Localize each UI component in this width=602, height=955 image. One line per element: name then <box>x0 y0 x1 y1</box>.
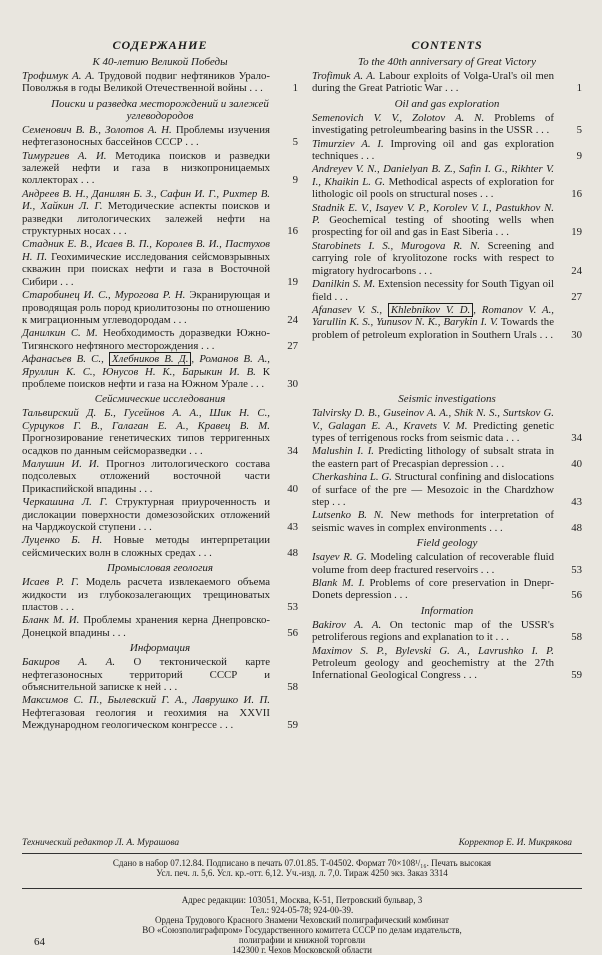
page-ref: 5 <box>576 124 582 137</box>
section-heading: Промысловая геология <box>107 562 213 575</box>
entry-authors: Данилкин С. М. <box>22 327 98 340</box>
entry-title: Необходимость доразведки Южно-Тигянского нефтяного месторождения <box>22 327 270 352</box>
entry-authors: Тимургиев А. И. <box>22 149 107 162</box>
address-line: Адрес редакции: 103051, Москва, К-51, Петровский бульвар, 3 <box>181 895 423 905</box>
toc-entry <box>22 289 298 326</box>
leader-dots: . . . <box>186 444 203 457</box>
toc-entry <box>22 534 298 559</box>
entry-title: Методика поисков и разведки залежей нефти и газа в низкопроницаемых коллекторах <box>22 149 270 187</box>
toc-entry-text <box>22 694 298 731</box>
entry-authors: Бланк М. И. <box>22 614 80 627</box>
leader-dots: . . . <box>487 457 505 470</box>
toc-entry-text <box>312 138 582 163</box>
toc-entry <box>312 577 582 602</box>
page-ref: 5 <box>292 136 298 149</box>
leader-dots: . . . <box>477 188 494 201</box>
toc-entry-text <box>22 327 298 352</box>
page-ref: 27 <box>287 339 298 352</box>
page-ref: 43 <box>287 521 298 533</box>
entry-authors: Черкашина Л. Г. <box>22 496 108 509</box>
page-ref: 30 <box>571 328 582 341</box>
toc-entry-text <box>22 496 298 533</box>
toc-entry-text <box>22 289 298 326</box>
page-ref: 19 <box>287 275 298 288</box>
toc-entry-text <box>22 188 298 238</box>
leader-dots: . . . <box>161 681 178 694</box>
entry-authors: Trofimuk A. A. <box>312 70 376 82</box>
entry-title: Проблемы хранения керна Днепровско-Донецкой впадины <box>22 614 270 639</box>
toc-entry-text <box>312 471 582 508</box>
proofreader: Корректор Е. И. Микрякова <box>458 838 572 848</box>
leader-dots: . . . <box>135 521 152 533</box>
page-ref: 9 <box>292 174 298 187</box>
section-heading: Seismic investigations <box>398 393 496 406</box>
page-ref: 58 <box>287 681 298 694</box>
entry-title: Predicting genetic types of terrigenous rocks from seismic data <box>312 419 554 444</box>
page-ref: 40 <box>571 457 582 470</box>
toc-entry-text <box>22 150 298 187</box>
page-ref: 27 <box>571 290 582 303</box>
toc-entry <box>22 614 298 639</box>
entry-title: Improving oil and gas exploration techniques <box>312 137 554 163</box>
leader-dots: . . . <box>503 431 520 444</box>
leader-dots: . . . <box>195 546 212 559</box>
toc-entry <box>312 645 582 682</box>
entry-authors: Talvirsky D. B., Guseinov A. A., Shik N. S., Surtskov G. V., Galagan E. A., Kravets V. M. <box>312 407 554 432</box>
entry-authors: Семенович В. В., Золотов А. Н. <box>22 123 172 136</box>
toc-entry <box>22 496 298 533</box>
entry-title: Labour exploits of Volga-Ural's oil men during the Great Patriotic War <box>312 70 554 95</box>
leader-dots: . . . <box>110 225 127 238</box>
leader-dots: . . . <box>331 290 348 303</box>
entry-title: Трудовой подвиг нефтяников Урало-Поволжья в годы Великой Отечественной войны <box>22 70 270 95</box>
toc-entry <box>312 304 582 341</box>
page-ref: 24 <box>571 264 582 277</box>
page-ref: 40 <box>287 482 298 495</box>
entry-authors: Lutsenko B. N. <box>312 509 384 522</box>
page-number: 64 <box>34 936 45 948</box>
entry-authors: Афанасьев В. С., <box>22 353 109 366</box>
entry-title: On tectonic map of the USSR's petroliferous regions and explanation to it <box>312 618 554 644</box>
toc-entry <box>22 576 298 613</box>
toc-entry <box>22 238 298 288</box>
page-ref: 30 <box>287 377 298 390</box>
page-ref: 48 <box>571 521 582 534</box>
toc-entry <box>22 70 298 95</box>
page-ref: 1 <box>292 82 298 95</box>
entry-authors: Луценко Б. Н. <box>22 534 103 547</box>
page-ref: 43 <box>571 495 582 508</box>
entry-title: Structural confining and dislocations of surface of the pre — Mesozoic in the Chardzhow step <box>312 471 555 508</box>
page-ref: 56 <box>287 626 298 639</box>
entry-title: Methodical aspects of exploration for lithologic oil pools on structural noses <box>312 175 554 201</box>
entry-authors: Isayev R. G. <box>312 551 367 564</box>
section-heading: Oil and gas exploration <box>394 97 500 110</box>
toc-entry <box>22 694 298 731</box>
leader-dots: . . . <box>486 521 503 534</box>
section-heading: Field geology <box>416 537 478 550</box>
toc-entry-text <box>312 619 582 644</box>
toc-entry <box>22 188 298 238</box>
contents-english-column <box>312 38 582 683</box>
leader-dots: . . . <box>391 589 408 602</box>
address-line: Ордена Трудового Красного Знамени Чеховский полиграфический комбинат <box>155 915 449 925</box>
leader-dots: . . . <box>358 150 375 163</box>
toc-entry-text <box>312 577 582 602</box>
entry-title: Экранирующая и проводящая роль пород криолитозоны по отношению к миграционным углеводородам <box>22 289 271 326</box>
entry-title: Новые методы интерпретации сейсмических волн в сложных средах <box>22 534 270 559</box>
entry-title: Problems of investigating petroleumbearing basins in the USSR <box>312 111 554 137</box>
section-heading: Сейсмические исследования <box>94 393 226 406</box>
entry-authors: Semenovich V. V., Zolotov A. N. <box>312 111 485 124</box>
leader-dots: . . . <box>198 339 215 352</box>
address-line: полиграфии и книжной торговли <box>238 935 366 945</box>
boxed-author: Khlebnikov V. D. <box>388 303 473 317</box>
leader-dots: . . . <box>182 136 199 149</box>
entry-title: Модель расчета извлекаемого объема жидкости из глубокозалегающих трещиноватых пластов <box>22 576 270 614</box>
entry-authors: Стадник Е. В., Исаев В. П., Королев В. И., Пастухов Н. П. <box>22 238 270 263</box>
page-ref: 16 <box>287 225 298 238</box>
leader-dots: . . . <box>416 264 433 277</box>
toc-entry <box>22 407 298 457</box>
toc-entry-text <box>312 163 582 200</box>
entry-authors: Cherkashina L. G. <box>312 471 392 484</box>
toc-entry <box>312 471 582 508</box>
entry-authors: Максимов С. П., Былевский Г. А., Лаврушко И. П. <box>22 694 270 707</box>
toc-entry <box>312 163 582 200</box>
entry-title: New methods for interpretation of seismic waves in complex environments <box>312 509 554 534</box>
leader-dots: . . . <box>460 669 477 682</box>
entry-authors: Малушин И. И. <box>22 457 100 470</box>
toc-entry-text <box>22 534 298 559</box>
page-ref: 24 <box>287 313 298 326</box>
section-heading: Поиски и разведка месторождений и залежей углеводородов <box>51 97 269 122</box>
entry-authors: Тальвирский Д. Б., Гусейнов А. А., Шик Н. С., Сурцуков Г. В., Галаган Е. А., Кравец В. М. <box>22 407 270 432</box>
section-heading: Information <box>420 604 474 617</box>
page-ref: 53 <box>571 563 582 576</box>
leader-dots: . . . <box>492 631 510 644</box>
toc-entry-text <box>312 407 582 444</box>
entry-title: Geochemical testing of shooting wells when prospecting for oil and gas in East Siberia <box>312 214 554 239</box>
toc-entry <box>22 150 298 187</box>
section-heading: К 40-летию Великой Победы <box>92 56 228 68</box>
leader-dots: . . . <box>442 82 459 95</box>
entry-title: Petroleum geology and geochemistry at the 27th Infernational Geological Congress <box>312 657 554 682</box>
section-heading: Информация <box>129 642 191 655</box>
page-ref: 53 <box>287 601 298 614</box>
toc-entry-text <box>312 240 582 277</box>
toc-entry-text <box>22 576 298 613</box>
entry-authors: Andreyev V. N., Danielyan B. Z., Safin I. G., Rikhter V. I., Khaikin L. G. <box>312 163 554 188</box>
toc-entry-text <box>22 407 298 457</box>
entry-authors: Исаев Р. Г. <box>22 576 80 589</box>
toc-entry <box>22 458 298 495</box>
toc-entry <box>312 619 582 644</box>
entry-title: Extension necessity for South Tigyan oil field <box>312 278 554 303</box>
contents-russian-column <box>22 38 298 733</box>
leader-dots: . . . <box>246 82 263 95</box>
page-ref: 59 <box>571 669 582 682</box>
page-ref: 48 <box>287 546 298 559</box>
entry-title: Towards the problem of petroleum exploration in Southern Urals <box>312 316 554 341</box>
entry-title: Modeling calculation of recoverable fluid volume from deep fractured reservoirs <box>312 551 555 576</box>
toc-entry <box>312 70 582 95</box>
toc-entry <box>312 551 582 576</box>
leader-dots: . . . <box>329 495 346 508</box>
toc-entry <box>312 240 582 277</box>
page-ref: 59 <box>287 719 298 732</box>
toc-entry <box>312 138 582 163</box>
page-ref: 58 <box>571 631 582 644</box>
boxed-author: Хлебников В. Д. <box>109 352 191 366</box>
publication-info-line: Усл. печ. л. 5,6. Усл. кр.-отт. 6,12. Уч.-изд. л. 7,0. Тираж 4250 экз. Заказ 3314 <box>156 868 448 878</box>
toc-entry-text <box>22 238 298 288</box>
toc-entry-text <box>22 458 298 495</box>
leader-dots: . . . <box>109 626 126 639</box>
entry-title: Геохимические исследования сейсмовзрывных скважин при поисках нефти и газа в Восточной Сибири <box>22 250 270 288</box>
leader-dots: . . . <box>216 719 234 732</box>
leader-dots: . . . <box>492 226 510 239</box>
toc-entry-text <box>312 445 582 470</box>
entry-authors: , Romanov V. A., Yarullin K. S., Yunusov N. K., Barykin I. V. <box>312 303 554 329</box>
entry-title: Прогнозирование генетических типов терригенных осадков по данным сейсморазведки <box>22 432 270 457</box>
entry-authors: Malushin I. I. <box>312 445 374 458</box>
toc-entry <box>312 407 582 444</box>
leader-dots: . . . <box>533 124 550 137</box>
spacer <box>312 342 582 390</box>
page-ref: 16 <box>571 188 582 201</box>
toc-entry <box>22 124 298 149</box>
toc-entry <box>312 112 582 137</box>
divider <box>22 888 582 889</box>
toc-entry-text <box>312 509 582 534</box>
address-line: ВО «Союзполиграфпром» Государственного комитета СССР по делам издательств, <box>142 925 462 935</box>
toc-entry <box>22 327 298 352</box>
technical-editor: Технический редактор Л. А. Мурашова <box>22 838 180 848</box>
entry-title: Прогноз литологического состава подсолевых отложений восточной части Прикаспийской впадины <box>22 457 270 495</box>
toc-entry <box>312 278 582 303</box>
leader-dots: . . . <box>78 174 95 187</box>
toc-entry-text <box>22 124 298 149</box>
entry-authors: Андреев В. Н., Данилян Б. З., Сафин И. Г., Рихтер В. И., Хайкин Л. Г. <box>22 187 270 213</box>
leader-dots: . . . <box>136 482 153 495</box>
entry-title: Структурная приуроченность и дислокации поверхности домезозойских отложений на Чарджоуской ступени <box>22 496 270 533</box>
address-line: 142300 г. Чехов Московской области <box>232 945 372 955</box>
entry-authors: Бакиров А. А. <box>22 656 116 669</box>
entry-title: Predicting lithology of subsalt strata in the eastern part of Precaspian depression <box>312 445 554 470</box>
toc-entry <box>312 509 582 534</box>
section-heading: To the 40th anniversary of Great Victory <box>357 56 537 68</box>
toc-entry-text <box>312 304 582 341</box>
column-title: СОДЕРЖАНИЕ <box>112 38 208 52</box>
page-ref: 19 <box>571 226 582 239</box>
entry-title: О тектонической карте нефтегазоносных территорий СССР и объяснительной записке к ней <box>22 656 270 694</box>
entry-title: К проблеме поисков нефти и газа на Южном Урале <box>22 365 270 390</box>
divider <box>22 853 582 854</box>
entry-authors: Трофимук А. А. <box>22 70 95 82</box>
entry-title: Проблемы изучения нефтегазоносных бассейнов СССР <box>22 123 270 149</box>
leader-dots: . . . <box>536 328 554 341</box>
leader-dots: . . . <box>57 601 75 614</box>
entry-authors: Maximov S. P., Bylevski G. A., Lavrushko I. P. <box>312 644 554 657</box>
toc-entry-text <box>312 551 582 576</box>
toc-entry-text <box>22 656 298 693</box>
leader-dots: . . . <box>170 313 187 326</box>
toc-entry-text <box>312 112 582 137</box>
entry-authors: , Романов В. А., Яруллин К. С., Юнусов Н. К., Барыкин И. В. <box>22 353 270 378</box>
toc-entry-text <box>312 70 582 95</box>
address-line: Тел.: 924-05-78; 924-00-39. <box>250 905 354 915</box>
toc-entry-text <box>312 645 582 682</box>
column-title: CONTENTS <box>411 38 483 52</box>
entry-authors: Старобинец И. С., Мурогова Р. Н. <box>22 289 186 302</box>
toc-entry-text <box>312 278 582 303</box>
toc-entry <box>312 445 582 470</box>
entry-title: Screening and carrying role of kryolitozone rocks with respect to migratory hydrocarbons <box>312 239 554 277</box>
entry-title: Нефтегазовая геология и геохимия на XXVII Международном геологическом конгрессе <box>22 706 270 732</box>
toc-entry <box>22 656 298 693</box>
page-ref: 34 <box>287 444 298 457</box>
entry-authors: Stadnik E. V., Isayev V. P., Korolev V. I., Pastukhov N. P. <box>312 201 554 227</box>
publication-info <box>22 858 582 878</box>
toc-entry-text <box>312 202 582 239</box>
entry-authors: Danilkin S. M. <box>312 278 376 291</box>
toc-entry-text <box>22 353 298 390</box>
page-ref: 34 <box>571 431 582 444</box>
imprint-address <box>22 895 582 955</box>
entry-authors: Bakirov A. A. <box>312 618 382 631</box>
entry-authors: Timurziev A. I. <box>312 137 384 150</box>
page-ref: 56 <box>571 589 582 602</box>
toc-entry <box>312 202 582 239</box>
entry-title: Методические аспекты поисков и разведки литологических залежей нефти на структурных носах <box>22 200 271 238</box>
leader-dots: . . . <box>478 563 495 576</box>
page-ref: 1 <box>576 82 582 95</box>
entry-authors: Afanasev V. S., <box>312 303 388 316</box>
toc-entry <box>22 353 298 390</box>
entry-title: Problems of core preservation in Dnepr-Donets depression <box>312 577 554 602</box>
page-ref: 9 <box>576 150 582 163</box>
leader-dots: . . . <box>247 377 265 390</box>
toc-entry-text <box>22 70 298 95</box>
entry-authors: Starobinets I. S., Murogova R. N. <box>312 239 480 252</box>
toc-entry-text <box>22 614 298 639</box>
leader-dots: . . . <box>57 275 74 288</box>
publication-info-line: Сдано в набор 07.12.84. Подписано в печать 07.01.85. Т-04502. Формат 70×108¹/₁₆. Печать высокая <box>112 858 492 868</box>
entry-authors: Blank M. I. <box>312 577 365 589</box>
